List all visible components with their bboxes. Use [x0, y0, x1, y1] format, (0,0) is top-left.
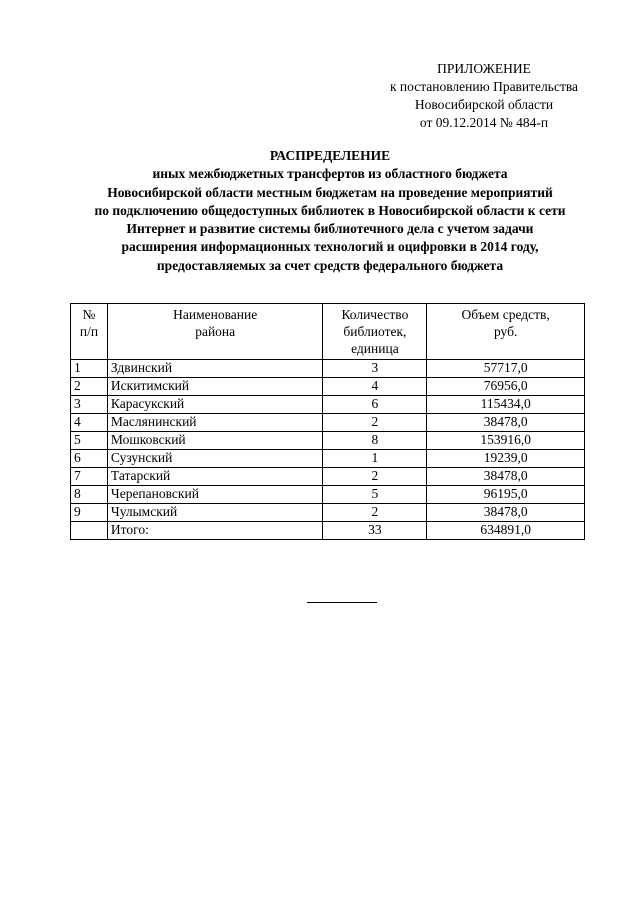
- cell-count: 2: [323, 468, 427, 486]
- cell-amount: 38478,0: [427, 468, 585, 486]
- cell-num: 1: [71, 360, 108, 378]
- cell-amount: 38478,0: [427, 414, 585, 432]
- cell-count: 2: [323, 414, 427, 432]
- distribution-table: [70, 303, 585, 540]
- cell-num: 4: [71, 414, 108, 432]
- appendix-block: [380, 60, 588, 132]
- cell-amount: 57717,0: [427, 360, 585, 378]
- title-heading: РАСПРЕДЕЛЕНИЕ: [269, 148, 391, 163]
- appendix-region: Новосибирской области: [414, 97, 554, 112]
- cell-name: Сузунский: [107, 450, 323, 468]
- cell-num: 2: [71, 378, 108, 396]
- header-amount: Объем средств, руб.: [427, 304, 585, 360]
- table-row: [71, 468, 585, 486]
- cell-name: Искитимский: [107, 378, 323, 396]
- cell-name: Здвинский: [107, 360, 323, 378]
- cell-amount: 96195,0: [427, 486, 585, 504]
- cell-num: 3: [71, 396, 108, 414]
- cell-amount: 38478,0: [427, 504, 585, 522]
- title-line: иных межбюджетных трансфертов из областного бюджета: [152, 166, 508, 182]
- table-row: [71, 450, 585, 468]
- cell-count: 5: [323, 486, 427, 504]
- title-line: расширения информационных технологий и оцифровки в 2014 году,: [121, 239, 539, 255]
- table-row: [71, 486, 585, 504]
- document-title: [60, 147, 600, 275]
- table-row: [71, 414, 585, 432]
- total-count: 33: [323, 522, 427, 540]
- title-line: Интернет и развитие системы библиотечного дела с учетом задачи: [126, 221, 534, 237]
- cell-amount: 19239,0: [427, 450, 585, 468]
- cell-amount: 115434,0: [427, 396, 585, 414]
- cell-name: Мошковский: [107, 432, 323, 450]
- table-row: [71, 378, 585, 396]
- cell-name: Татарский: [107, 468, 323, 486]
- cell-name: Маслянинский: [107, 414, 323, 432]
- cell-num: 7: [71, 468, 108, 486]
- cell-amount: 76956,0: [427, 378, 585, 396]
- appendix-title: ПРИЛОЖЕНИЕ: [437, 61, 531, 76]
- cell-name: Чулымский: [107, 504, 323, 522]
- title-line: Новосибирской области местным бюджетам на проведение мероприятий: [107, 184, 553, 200]
- cell-count: 3: [323, 360, 427, 378]
- table-header-row: [71, 304, 585, 360]
- table-row: [71, 432, 585, 450]
- title-line: по подключению общедоступных библиотек в Новосибирской области к сети: [94, 202, 566, 218]
- table-row: [71, 396, 585, 414]
- cell-count: 8: [323, 432, 427, 450]
- cell-num: 5: [71, 432, 108, 450]
- header-count: Количество библиотек, единица: [323, 304, 427, 360]
- end-separator-line: [307, 602, 377, 603]
- header-num: № п/п: [71, 304, 108, 360]
- cell-name: Черепановский: [107, 486, 323, 504]
- table-row: [71, 360, 585, 378]
- cell-num-empty: [71, 522, 108, 540]
- appendix-date-number: от 09.12.2014 № 484-п: [419, 115, 549, 130]
- cell-count: 2: [323, 504, 427, 522]
- total-label: Итого:: [107, 522, 323, 540]
- header-name: Наименование района: [107, 304, 323, 360]
- table-row: [71, 504, 585, 522]
- table-total-row: [71, 522, 585, 540]
- title-line: предоставляемых за счет средств федерального бюджета: [156, 257, 504, 273]
- cell-count: 6: [323, 396, 427, 414]
- cell-name: Карасукский: [107, 396, 323, 414]
- cell-num: 8: [71, 486, 108, 504]
- cell-amount: 153916,0: [427, 432, 585, 450]
- cell-num: 6: [71, 450, 108, 468]
- appendix-resolution: к постановлению Правительства: [389, 79, 579, 94]
- cell-count: 1: [323, 450, 427, 468]
- cell-num: 9: [71, 504, 108, 522]
- total-amount: 634891,0: [427, 522, 585, 540]
- cell-count: 4: [323, 378, 427, 396]
